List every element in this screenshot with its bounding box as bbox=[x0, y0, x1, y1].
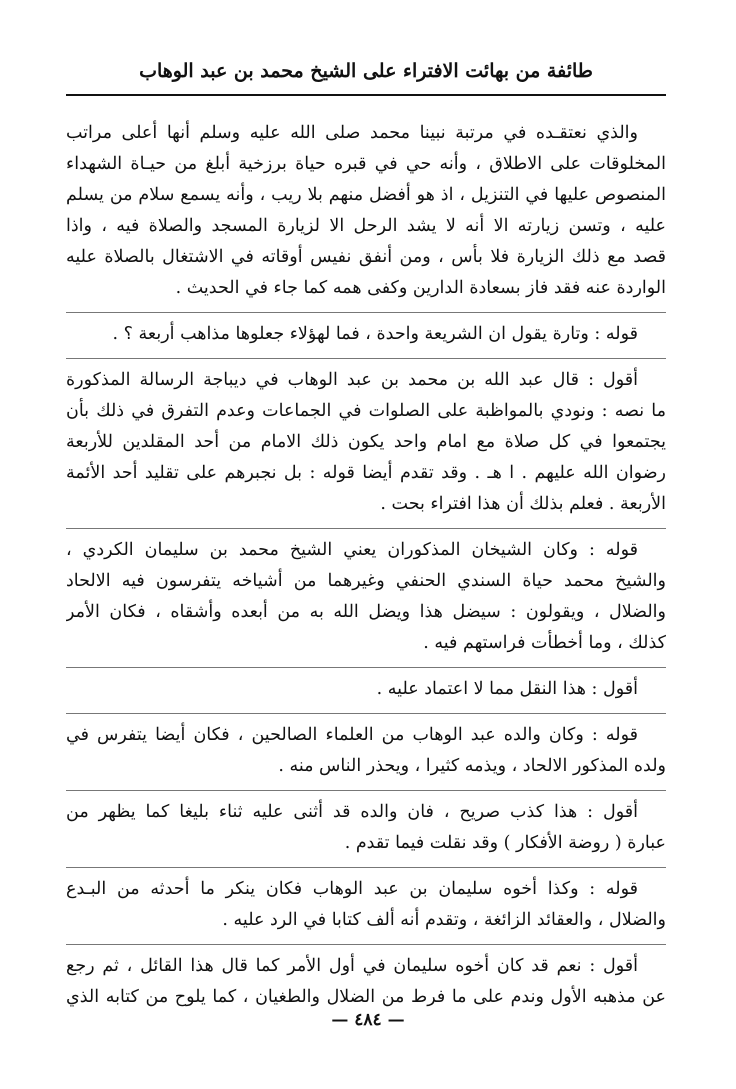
text-line: الواردة عنه فقد فاز بسعادة الدارين وكفى همه كما جاء في الحديث . bbox=[175, 278, 666, 298]
text-line: أقول : نعم قد كان أخوه سليمان في أول الأمر كما قال هذا القائل ، ثم رجع bbox=[66, 956, 638, 976]
paragraph-divider bbox=[66, 358, 666, 359]
text-line: والشيخ محمد حياة السندي الحنفي وغيرهما من أشياخه يتفرسون فيه الالحاد bbox=[66, 571, 666, 591]
paragraph-divider bbox=[66, 312, 666, 313]
text-line: المنصوص عليها في التنزيل ، اذ هو أفضل منهم بلا ريب ، وأنه يسمع سلام من يسلم bbox=[66, 185, 666, 205]
text-line: قوله : وكان والده عبد الوهاب من العلماء الصالحين ، فكان أيضا يتفرس في bbox=[66, 725, 638, 745]
page-body bbox=[66, 118, 666, 1021]
text-line: عليه ، وتسن زيارته الا أنه لا يشد الرحل الا لزيارة المسجد والصلاة فيه ، واذا bbox=[66, 216, 666, 236]
paragraph bbox=[66, 365, 666, 520]
paragraph bbox=[66, 118, 666, 304]
text-line: أقول : قال عبد الله بن محمد بن عبد الوهاب في ديباجة الرسالة المذكورة bbox=[66, 370, 638, 390]
text-line: أقول : هذا النقل مما لا اعتماد عليه . bbox=[376, 679, 638, 699]
text-line: كذلك ، وما أخطأت فراستهم فيه . bbox=[423, 633, 666, 653]
paragraph-divider bbox=[66, 867, 666, 868]
paragraph bbox=[66, 535, 666, 659]
text-line: عن مذهبه الأول وندم على ما فرط من الضلال والطغيان ، كما يلوح من كتابه الذي bbox=[66, 987, 666, 1007]
text-line: والضلال ، والعقائد الزائغة ، وتقدم أنه ألف كتابا في الرد عليه . bbox=[222, 910, 666, 930]
paragraph-divider bbox=[66, 667, 666, 668]
text-line: قوله : وكان الشيخان المذكوران يعني الشيخ محمد بن سليمان الكردي ، bbox=[66, 540, 638, 560]
text-line: ولده المذكور الالحاد ، ويذمه كثيرا ، ويحذر الناس منه . bbox=[278, 756, 666, 776]
paragraph bbox=[66, 319, 666, 350]
paragraph-divider bbox=[66, 944, 666, 945]
text-line: قصد مع ذلك الزيارة فلا بأس ، ومن أنفق نفيس أوقاته في الاشتغال بالصلاة عليه bbox=[66, 247, 666, 267]
running-header: طائفة من بهائت الافتراء على الشيخ محمد بن عبد الوهاب bbox=[139, 60, 593, 82]
paragraph bbox=[66, 797, 666, 859]
paragraph bbox=[66, 674, 666, 705]
text-line: ما نصه : ونودي بالمواظبة على الصلوات في الجماعات وعدم التفرق في ذلك بأن bbox=[66, 401, 666, 421]
text-line: أقول : هذا كذب صريح ، فان والده قد أثنى عليه ثناء بليغا كما يظهر من bbox=[66, 802, 638, 822]
text-line: والذي نعتقـده في مرتبة نبينا محمد صلى الله عليه وسلم أنها أعلى مراتب bbox=[66, 123, 638, 143]
page-number: — ٤٨٤ — bbox=[331, 1010, 405, 1030]
paragraph-divider bbox=[66, 713, 666, 714]
paragraph-divider bbox=[66, 790, 666, 791]
text-line: يجتمعوا في كل صلاة مع امام واحد يكون ذلك الامام من أحد المقلدين للأربعة bbox=[66, 432, 666, 452]
text-line: المخلوقات على الاطلاق ، وأنه حي في قبره حياة برزخية أبلغ من حيـاة الشهداء bbox=[66, 154, 666, 174]
text-line: عبارة ( روضة الأفكار ) وقد نقلت فيما تقدم . bbox=[344, 833, 666, 853]
text-line: الأربعة . فعلم بذلك أن هذا افتراء بحت . bbox=[380, 494, 666, 514]
paragraph-divider bbox=[66, 528, 666, 529]
paragraph bbox=[66, 720, 666, 782]
paragraph bbox=[66, 951, 666, 1013]
header-rule bbox=[66, 94, 666, 96]
paragraph bbox=[66, 874, 666, 936]
text-line: والضلال ، ويقولون : سيضل هذا ويضل الله به من أبعده وأشقاه ، فكان الأمر bbox=[66, 602, 666, 622]
text-line: قوله : وتارة يقول ان الشريعة واحدة ، فما لهؤلاء جعلوها مذاهب أربعة ؟ . bbox=[112, 324, 638, 344]
text-line: رضوان الله عليهم . ا هـ . وقد تقدم أيضا قوله : بل نجبرهم على تقليد أحد الأئمة bbox=[66, 463, 666, 483]
text-line: قوله : وكذا أخوه سليمان بن عبد الوهاب فكان ينكر ما أحدثه من البـدع bbox=[66, 879, 638, 899]
